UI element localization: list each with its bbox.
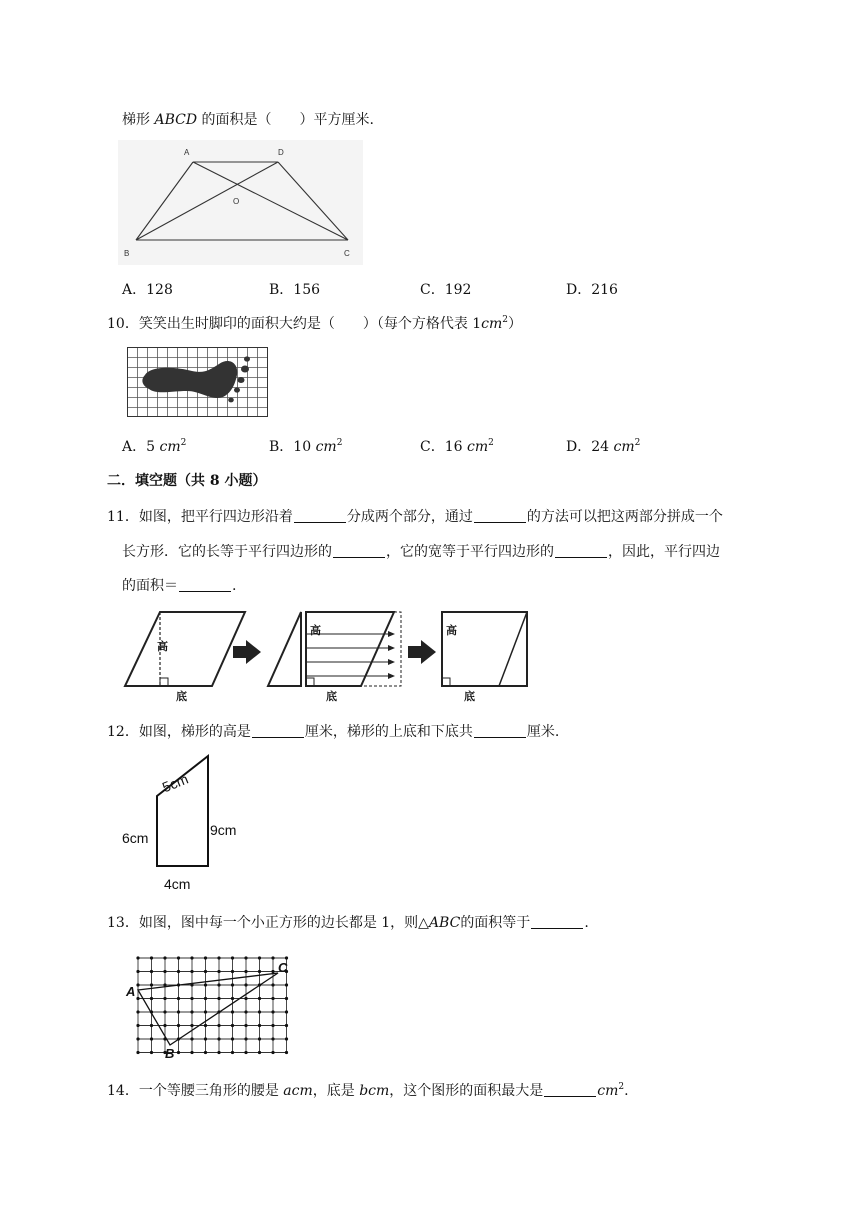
grid-dot [258,970,261,973]
grid-dot [190,1024,193,1027]
grid-triangle-figure [125,950,300,1062]
grid-dot [204,1024,207,1027]
grid-dot [150,997,153,1000]
grid-dot [150,956,153,959]
grid-dot [285,1037,288,1040]
grid-dot [271,1010,274,1013]
grid-dot [177,970,180,973]
seam-line [499,612,527,686]
parallelogram-shape [125,612,245,686]
grid-dot [204,1051,207,1054]
grid-dot [150,1037,153,1040]
grid-dot [204,983,207,986]
grid-dot [231,983,234,986]
grid-dot [271,956,274,959]
grid-dot [163,956,166,959]
top-side-label: 5cm [159,770,191,796]
arrow-right-icon [233,640,261,664]
vertex-a-label: A [126,984,136,999]
label-a: A [184,148,190,157]
rectangle-shape [442,612,527,686]
q10-option-c: C．16 $cm^2$ [420,438,494,455]
right-side-label: 9cm [210,822,237,838]
bottom-side-label: 4cm [164,876,191,892]
grid-dot [136,1024,139,1027]
right-angle-mark [442,678,450,686]
grid-dot [231,956,234,959]
answer-blank[interactable] [555,543,607,558]
grid-dot [285,983,288,986]
answer-blank[interactable] [474,723,526,738]
grid-dot [150,983,153,986]
grid-dot [244,1037,247,1040]
arrow-right-icon [408,640,436,664]
grid-dot [285,1010,288,1013]
trapezoid-abcd-figure [118,140,363,265]
grid-dot [150,970,153,973]
section-title: 二．填空题（共 8 小题） [107,473,267,489]
answer-blank[interactable] [252,723,304,738]
grid-dot [177,1010,180,1013]
grid-dot [136,997,139,1000]
grid-dot [163,1010,166,1013]
grid-dot [244,1024,247,1027]
q14-stem: 14．一个等腰三角形的腰是 acm，底是 bcm，这个图形的面积最大是 $cm^2$. [107,1082,629,1099]
grid-dot [231,1010,234,1013]
cut-triangle [268,612,301,686]
grid-dot [217,970,220,973]
grid-dot [231,1037,234,1040]
grid-dot [190,1037,193,1040]
vertex-b-label: B [165,1046,175,1061]
right-angle-mark [306,678,314,686]
grid-dot [190,970,193,973]
grid-dot [217,997,220,1000]
answer-blank[interactable] [333,543,385,558]
vertex-c-label: C [278,960,288,975]
grid-dot [217,983,220,986]
label-b: B [124,249,130,258]
left-side-label: 6cm [122,830,149,846]
grid-dot [190,1010,193,1013]
grid-dot [285,997,288,1000]
triangle-abc [138,973,278,1045]
grid-dot [285,1024,288,1027]
grid-dot [190,997,193,1000]
q9-option-d: D．216 [566,282,618,298]
grid-dot [244,1051,247,1054]
grid-dot [190,1051,193,1054]
grid-dot [177,956,180,959]
grid-dot [271,1037,274,1040]
grid-dot [150,1024,153,1027]
height-label: 高 [310,625,321,637]
trapezoid-part [306,612,394,686]
grid-dot [217,956,220,959]
grid-dot [271,983,274,986]
grid-dot [163,997,166,1000]
grid-dot [217,1051,220,1054]
q11-line3: 的面积＝ . [122,578,237,594]
q10-stem: 10．笑笑出生时脚印的面积大约是（ ）（每个方格代表 $1cm^2$） [107,315,523,332]
grid-dot [177,1051,180,1054]
grid-dot [150,1051,153,1054]
grid-dot [204,956,207,959]
grid-dot [204,1037,207,1040]
grid-dot [258,1010,261,1013]
grid-dot [271,1024,274,1027]
grid-dot [217,1037,220,1040]
grid-dot [136,1051,139,1054]
grid-dot [258,1024,261,1027]
grid-dot [217,1024,220,1027]
q11-line1: 11．如图，把平行四边形沿着 分成两个部分，通过 的方法可以把这两部分拼成一个 [107,509,723,525]
grid-dot [258,956,261,959]
parallelogram-transform-figure [120,604,540,702]
grid-dot [136,1010,139,1013]
base-label: 底 [176,691,187,702]
q11-line2: 长方形．它的长等于平行四边形的 ，它的宽等于平行四边形的 ，因此，平行四边 [122,544,720,560]
grid-dot [231,997,234,1000]
label-d: D [278,148,284,157]
right-angle-mark [160,678,168,686]
grid-dot [177,997,180,1000]
label-o: O [233,197,240,206]
q13-stem: 13．如图，图中每一个小正方形的边长都是 1，则△ABC的面积等于 . [107,915,589,931]
base-label: 底 [464,691,475,702]
footprint-grid-figure [127,347,268,417]
grid-dot [258,997,261,1000]
answer-blank[interactable] [474,508,526,523]
grid-dot [271,1051,274,1054]
q9-stem: 梯形 ABCD 的面积是（ ）平方厘米. [122,112,374,128]
answer-blank[interactable] [544,1082,596,1097]
grid-dot [231,970,234,973]
grid-dot [204,997,207,1000]
label-c: C [344,249,350,258]
q12-stem: 12．如图，梯形的高是 厘米，梯形的上底和下底共 厘米. [107,724,560,740]
grid-dot [244,1010,247,1013]
grid-dot [204,970,207,973]
grid-dot [244,970,247,973]
q9-option-b: B．156 [269,282,321,298]
answer-blank[interactable] [294,508,346,523]
answer-blank[interactable] [179,577,231,592]
grid-dot [136,983,139,986]
grid-dot [136,970,139,973]
grid-dot [190,956,193,959]
grid-dot [163,970,166,973]
height-label: 高 [446,625,457,637]
grid-dot [231,1024,234,1027]
grid-dot [244,997,247,1000]
right-trapezoid-figure [120,748,245,896]
grid-dot [271,997,274,1000]
grid-dot [285,1051,288,1054]
grid-dot [271,970,274,973]
q10-option-b: B．10 $cm^2$ [269,438,343,455]
q9-option-c: C．192 [420,282,472,298]
grid-dot [136,1037,139,1040]
grid-dot [204,1010,207,1013]
base-label: 底 [326,691,337,702]
answer-blank[interactable] [531,914,583,929]
q9-option-a: A．128 [122,282,173,298]
grid-dot [244,956,247,959]
grid-dot [177,1024,180,1027]
q10-option-d: D．24 $cm^2$ [566,438,641,455]
grid-dot [163,1024,166,1027]
grid-dot [231,1051,234,1054]
grid-dot [244,983,247,986]
grid-dot [136,956,139,959]
q10-option-a: A．5 $cm^2$ [122,438,187,455]
height-label: 高 [157,641,168,653]
grid-dot [258,1051,261,1054]
grid-dot [258,1037,261,1040]
